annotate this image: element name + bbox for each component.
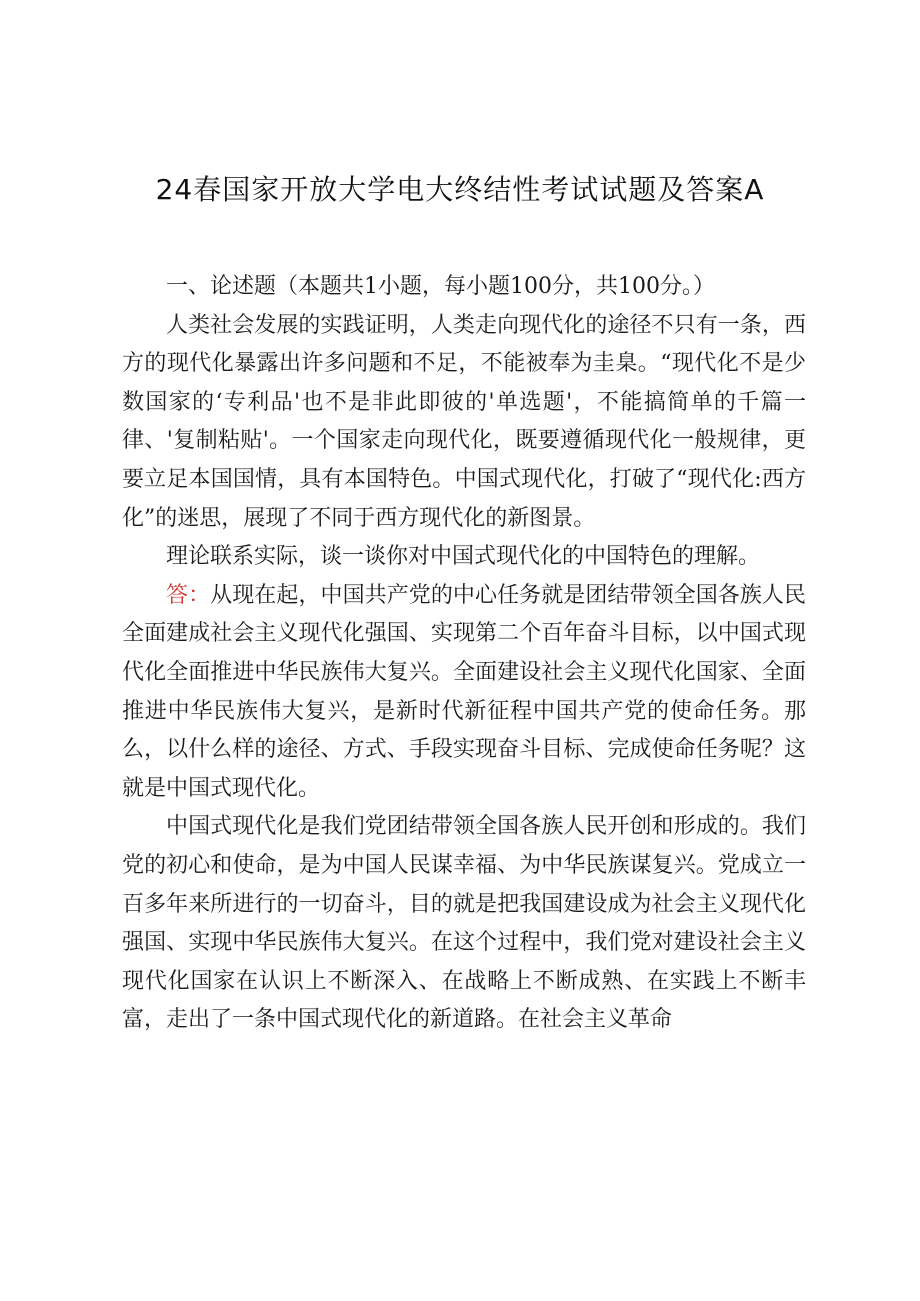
answer-paragraph-2: 中国式现代化是我们党团结带领全国各族人民开创和形成的。我们党的初心和使命，是为中国人民谋幸福、为中华民族谋复兴。党成立一百多年来所进行的一切奋斗，目的就是把我国建设成为社会主义现代化强国、实现中华民族伟大复兴。在这个过程中，我们党对建设社会主义现代化国家在认识上不断深入、在战略上不断成熟、在实践上不断丰富，走出了一条中国式现代化的新道路。在社会主义革命: [122, 814, 806, 1033]
section-heading: 一、论述题（本题共1小题，每小题100分，共100分。）: [166, 274, 715, 299]
answer-label: 答：: [166, 582, 211, 608]
answer-paragraph-1: [122, 577, 806, 809]
question-paragraph: 人类社会发展的实践证明，人类走向现代化的途径不只有一条，西方的现代化暴露出许多问题和不足，不能被奉为圭臬。“现代化不是少数国家的‘专利品'也不是非此即彼的'单选题'，不能搞简单的千篇一律、'复制粘贴'。一个国家走向现代化，既要遵循现代化一般规律，更要立足本国国情，具有本国特色。中国式现代化，打破了“现代化:西方化”的迷思，展现了不同于西方现代化的新图景。: [122, 312, 806, 531]
answer-text-1: 从现在起，中国共产党的中心任务就是团结带领全国各族人民全面建成社会主义现代化强国、实现第二个百年奋斗目标，以中国式现代化全面推进中华民族伟大复兴。全面建设社会主义现代化国家、全面推进中华民族伟大复兴，是新时代新征程中国共产党的使命任务。那么，以什么样的途径、方式、手段实现奋斗目标、完成使命任务呢？这就是中国式现代化。: [122, 582, 806, 801]
document-title: 24春国家开放大学电大终结性考试试题及答案A: [155, 173, 765, 206]
document-body: [122, 268, 806, 1040]
question-prompt: 理论联系实际，谈一谈你对中国式现代化的中国特色的理解。: [166, 544, 761, 570]
